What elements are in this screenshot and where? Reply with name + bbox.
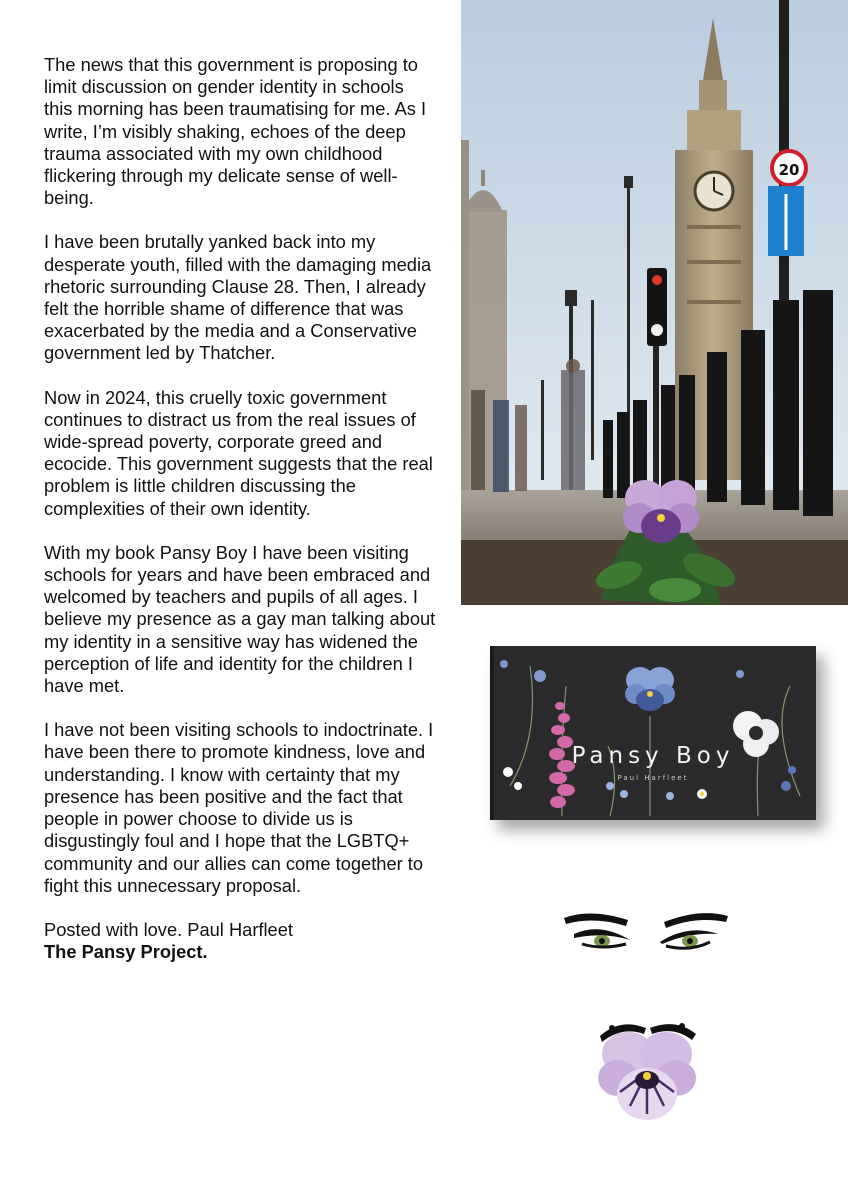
book-title: Pansy Boy [571, 743, 735, 769]
right-eye [660, 913, 728, 948]
speed-limit-sign: 20 [778, 161, 800, 179]
pansy-boy-book-cover [490, 646, 816, 820]
left-eye [564, 913, 630, 947]
paragraph-2: I have been brutally yanked back into my desperate youth, filled with the damaging media rhetoric surrounding Clause 28. Then, I already felt the horrible shame of difference that was exacerbated by the media and a Conservative government led by Thatcher. [44, 231, 432, 364]
paragraph-3: Now in 2024, this cruelly toxic government continues to distract us from the real issues of wide-spread poverty, corporate greed and ecocide. This government suggests that the real problem is little children discussing the complexities of their own identity. [44, 386, 433, 519]
paragraph-5: I have not been visiting schools to indoctrinate. I have been there to promote kindness, love and understanding. I know with certainty that my presence has been positive and the fact that people in power choose to divide us is disgustingly foul and I hope that the LGBTQ+ community and our allies can come together to fight this unnecessary proposal. [44, 719, 434, 896]
pansy-face-illustration [590, 1014, 704, 1126]
paragraph-1: The news that this government is proposing to limit discussion on gender identity in schools this morning has been traumatising for me. As I write, I’m visibly shaking, echoes of the deep trauma associated with my own childhood flickering through my delicate sense of well-being. [44, 54, 427, 209]
paragraph-4: With my book Pansy Boy I have been visiting schools for years and have been embraced and welcomed by teachers and pupils of all ages. I believe my presence as a gay man talking about my identity in a sensitive way has widened the perception of life and identity for the children I have met. [44, 541, 436, 697]
eyes-illustration [560, 908, 732, 954]
big-ben-photo [461, 0, 848, 605]
signoff: The Pansy Project. [44, 941, 208, 963]
article-text [44, 54, 436, 963]
book-author: Paul Harfleet [617, 774, 689, 782]
closing-block [44, 919, 436, 963]
closing-line: Posted with love. Paul Harfleet [44, 918, 293, 940]
